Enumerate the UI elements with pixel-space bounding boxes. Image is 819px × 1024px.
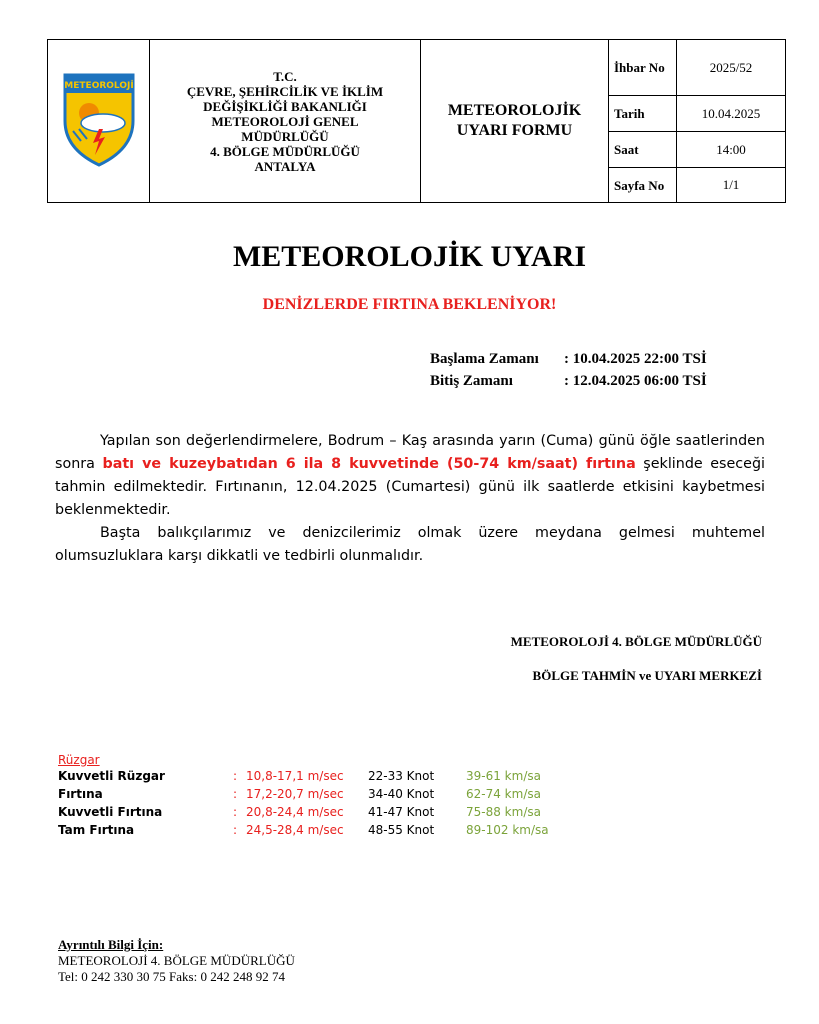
start-time-value: : 10.04.2025 22:00 TSİ bbox=[564, 351, 707, 367]
wind-speed-kmh: 62-74 km/sa bbox=[466, 787, 541, 801]
wind-row bbox=[58, 821, 549, 839]
wind-speed-ms: 17,2-20,7 m/sec bbox=[246, 787, 344, 801]
wind-colon: : bbox=[233, 787, 238, 801]
end-time-value: : 12.04.2025 06:00 TSİ bbox=[564, 373, 707, 389]
field-value-sayfa-no: 1/1 bbox=[677, 168, 786, 203]
wind-category: Tam Fırtına bbox=[58, 823, 135, 837]
org-line: ANTALYA bbox=[254, 158, 316, 174]
wind-speed-kmh: 75-88 km/sa bbox=[466, 805, 541, 819]
wind-scale-table bbox=[58, 753, 549, 839]
header-table bbox=[47, 39, 786, 203]
warning-subtitle: DENİZLERDE FIRTINA BEKLENİYOR! bbox=[262, 296, 557, 313]
footer-org: METEOROLOJİ 4. BÖLGE MÜDÜRLÜĞÜ bbox=[58, 953, 295, 968]
wind-category: Kuvvetli Fırtına bbox=[58, 805, 163, 819]
end-time-row bbox=[430, 373, 707, 390]
page-title: METEOROLOJİK UYARI bbox=[232, 240, 587, 273]
form-title-line: UYARI FORMU bbox=[456, 122, 573, 139]
contact-footer bbox=[58, 937, 295, 985]
wind-scale-title: Rüzgar bbox=[58, 753, 100, 767]
form-title-block bbox=[421, 40, 609, 203]
wind-speed-knot: 34-40 Knot bbox=[368, 787, 435, 801]
field-label-saat: Saat bbox=[609, 132, 677, 168]
wind-colon: : bbox=[233, 805, 238, 819]
wind-row bbox=[58, 803, 541, 821]
svg-text:METEOROLOJİ: METEOROLOJİ bbox=[63, 80, 134, 91]
org-line: METEOROLOJİ GENEL bbox=[211, 113, 359, 129]
wind-speed-knot: 41-47 Knot bbox=[368, 805, 435, 819]
org-line: DEĞİŞİKLİĞİ BAKANLIĞI bbox=[203, 98, 367, 114]
org-line: ÇEVRE, ŞEHİRCİLİK VE İKLİM bbox=[186, 83, 384, 99]
wind-colon: : bbox=[233, 769, 238, 783]
field-value-tarih: 10.04.2025 bbox=[677, 96, 786, 132]
footer-title: Ayrıntılı Bilgi İçin: bbox=[58, 937, 164, 952]
wind-speed-knot: 22-33 Knot bbox=[368, 769, 435, 783]
meteoroloji-logo-icon bbox=[59, 69, 139, 169]
organization-block bbox=[150, 40, 421, 203]
wind-speed-ms: 10,8-17,1 m/sec bbox=[246, 769, 344, 783]
org-line: MÜDÜRLÜĞÜ bbox=[241, 128, 329, 144]
wind-category: Fırtına bbox=[58, 787, 103, 801]
wind-speed-knot: 48-55 Knot bbox=[368, 823, 435, 837]
wind-category: Kuvvetli Rüzgar bbox=[58, 769, 165, 783]
field-label-tarih: Tarih bbox=[609, 96, 677, 132]
wind-speed-kmh: 89-102 km/sa bbox=[466, 823, 549, 837]
wind-speed-ms: 20,8-24,4 m/sec bbox=[246, 805, 344, 819]
wind-colon: : bbox=[233, 823, 238, 837]
signature-line-1: METEOROLOJİ 4. BÖLGE MÜDÜRLÜĞÜ bbox=[510, 634, 762, 649]
field-value-saat: 14:00 bbox=[677, 132, 786, 168]
field-label-ihbar-no: İhbar No bbox=[609, 40, 677, 96]
body-paragraph-2: Başta balıkçılarımız ve denizcilerimiz olmak üzere meydana gelmesi muhtemel olumsuzluklara karşı dikkatli ve tedbirli olunmalıdır. bbox=[55, 525, 765, 564]
end-time-label: Bitiş Zamanı bbox=[430, 373, 513, 389]
highlight-text: batı ve kuzeybatıdan 6 ila 8 kuvvetinde (50-74 km/saat) fırtına bbox=[102, 456, 636, 472]
body-text: Yapılan son değerlendirmelere, Bodrum – Kaş arasında yarın (Cuma) günü öğle saatlerinden sonra bbox=[55, 433, 765, 472]
field-value-ihbar-no: 2025/52 bbox=[677, 40, 786, 96]
org-line: T.C. bbox=[273, 68, 297, 84]
footer-phone: Tel: 0 242 330 30 75 Faks: 0 242 248 92 74 bbox=[58, 969, 285, 984]
body-text: şeklinde eseceği tahmin edilmektedir. Fırtınanın, 12.04.2025 (Cumartesi) günü ilk saatlerde etkisini kaybetmesi beklenmektedir. bbox=[55, 456, 765, 518]
wind-row bbox=[58, 785, 541, 803]
form-title-line: METEOROLOJİK bbox=[447, 102, 582, 119]
warning-body bbox=[55, 430, 765, 568]
wind-row bbox=[58, 767, 541, 785]
wind-speed-kmh: 39-61 km/sa bbox=[466, 769, 541, 783]
body-paragraph-1 bbox=[55, 430, 765, 522]
signature-line-2: BÖLGE TAHMİN ve UYARI MERKEZİ bbox=[532, 668, 762, 683]
start-time-label: Başlama Zamanı bbox=[430, 351, 539, 367]
wind-speed-ms: 24,5-28,4 m/sec bbox=[246, 823, 344, 837]
field-label-sayfa-no: Sayfa No bbox=[609, 168, 677, 203]
logo-cell bbox=[48, 40, 150, 203]
org-line: 4. BÖLGE MÜDÜRLÜĞÜ bbox=[210, 143, 360, 159]
start-time-row bbox=[430, 351, 707, 368]
